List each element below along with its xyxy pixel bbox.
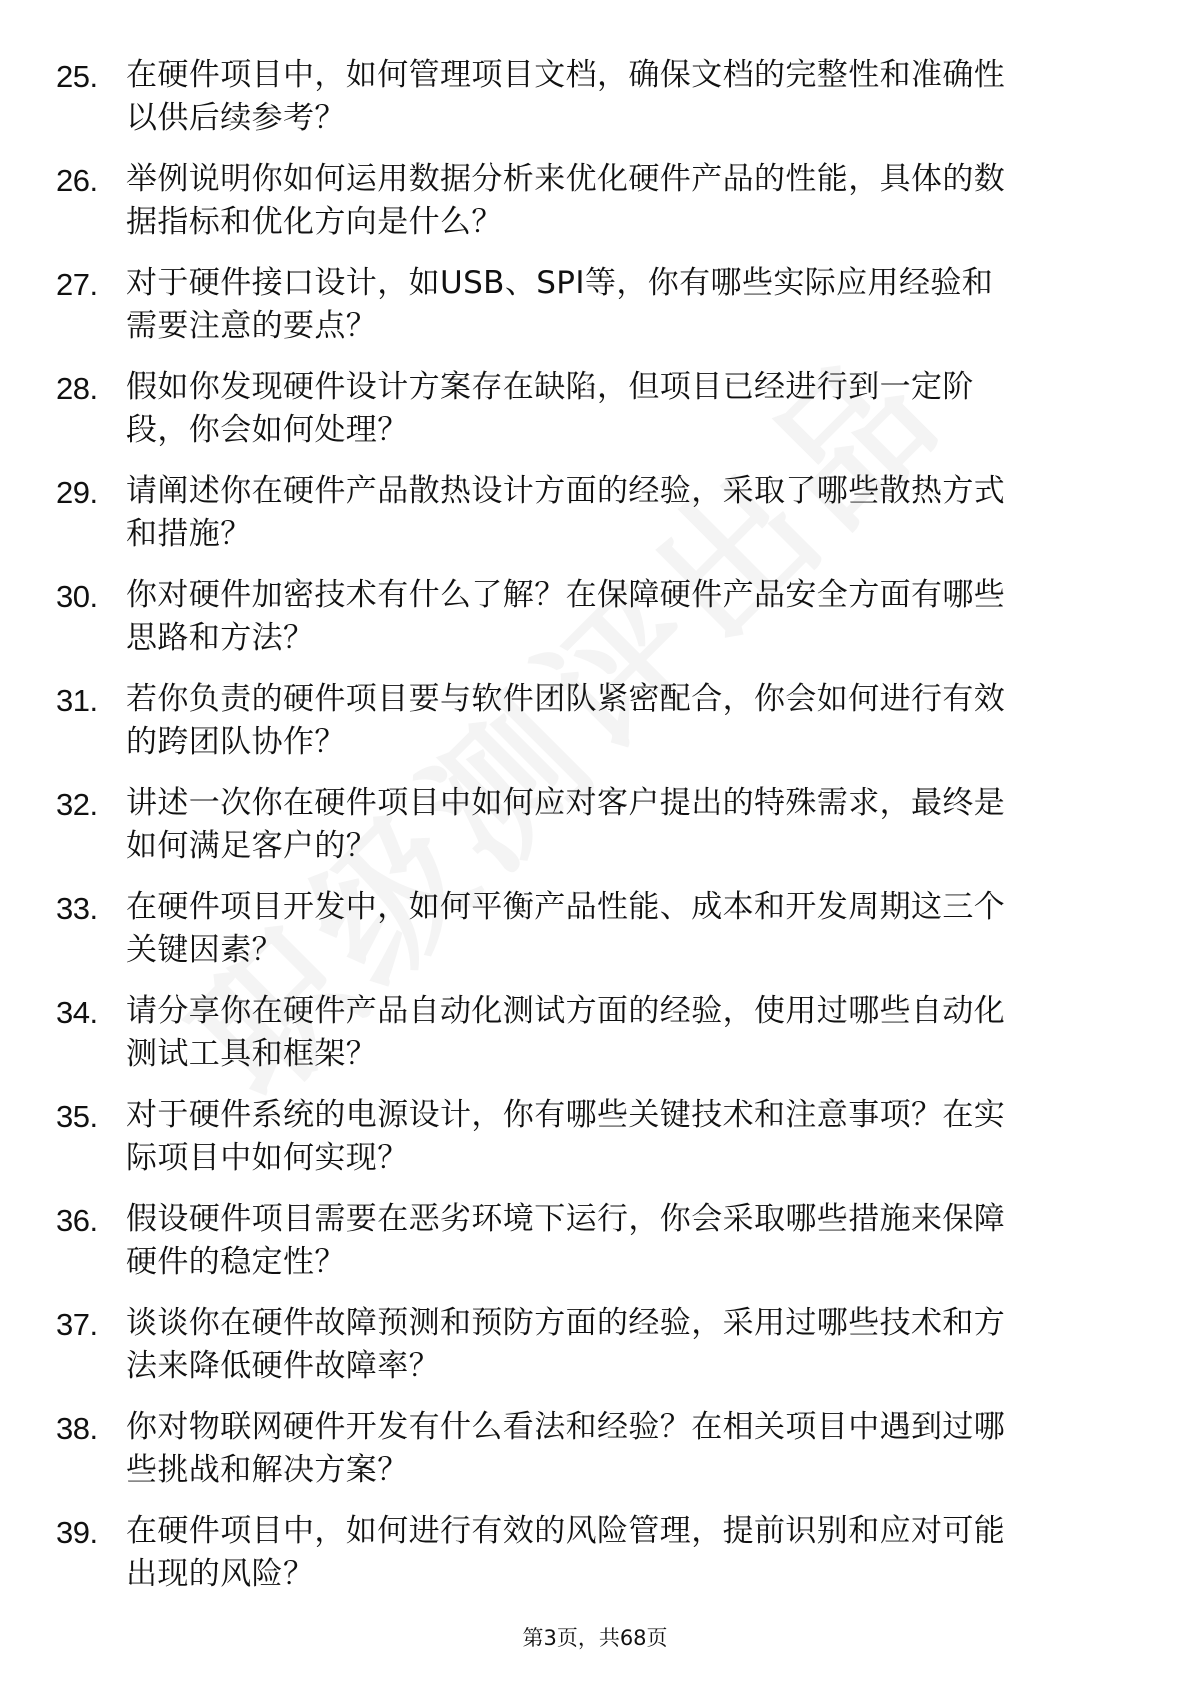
question-number: 32. bbox=[56, 787, 98, 822]
question-number: 26. bbox=[56, 163, 98, 198]
question-number: 36. bbox=[56, 1203, 98, 1238]
question-line: 请阐述你在硬件产品散热设计方面的经验，采取了哪些散热方式 bbox=[126, 473, 1006, 509]
question-line: 在硬件项目开发中，如何平衡产品性能、成本和开发周期这三个 bbox=[126, 889, 1006, 925]
question-text bbox=[126, 262, 1126, 348]
question-number: 33. bbox=[56, 891, 98, 926]
question-line: 在硬件项目中，如何进行有效的风险管理，提前识别和应对可能 bbox=[126, 1513, 1006, 1549]
question-text bbox=[126, 470, 1126, 556]
question-number: 38. bbox=[56, 1411, 98, 1446]
question-number: 34. bbox=[56, 995, 98, 1030]
question-line: 对于硬件系统的电源设计，你有哪些关键技术和注意事项？在实 bbox=[126, 1097, 1006, 1133]
question-number: 27. bbox=[56, 267, 98, 302]
question-line: 测试工具和框架？ bbox=[126, 1036, 378, 1072]
question-line: 需要注意的要点？ bbox=[126, 308, 378, 344]
question-line: 些挑战和解决方案？ bbox=[126, 1452, 409, 1488]
question-line: 据指标和优化方向是什么？ bbox=[126, 204, 503, 240]
question-line: 关键因素？ bbox=[126, 932, 283, 968]
question-line: 硬件的稳定性？ bbox=[126, 1244, 346, 1280]
question-line: 若你负责的硬件项目要与软件团队紧密配合，你会如何进行有效 bbox=[126, 681, 1006, 717]
question-line: 讲述一次你在硬件项目中如何应对客户提出的特殊需求，最终是 bbox=[126, 785, 1006, 821]
question-item bbox=[0, 1192, 1190, 1296]
question-item bbox=[0, 256, 1190, 360]
question-item bbox=[0, 48, 1190, 152]
question-number: 30. bbox=[56, 579, 98, 614]
question-line: 谈谈你在硬件故障预测和预防方面的经验，采用过哪些技术和方 bbox=[126, 1305, 1006, 1341]
question-text bbox=[126, 990, 1126, 1076]
question-text bbox=[126, 1302, 1126, 1388]
question-line: 际项目中如何实现？ bbox=[126, 1140, 409, 1176]
question-item bbox=[0, 984, 1190, 1088]
question-line: 假设硬件项目需要在恶劣环境下运行，你会采取哪些措施来保障 bbox=[126, 1201, 1006, 1237]
question-line: 和措施？ bbox=[126, 516, 252, 552]
question-line: 思路和方法？ bbox=[126, 620, 315, 656]
question-item bbox=[0, 1504, 1190, 1608]
question-text bbox=[126, 782, 1126, 868]
question-line: 对于硬件接口设计，如USB、SPI等，你有哪些实际应用经验和 bbox=[126, 265, 994, 301]
question-line: 请分享你在硬件产品自动化测试方面的经验，使用过哪些自动化 bbox=[126, 993, 1006, 1029]
question-item bbox=[0, 1088, 1190, 1192]
question-item bbox=[0, 776, 1190, 880]
question-item bbox=[0, 1296, 1190, 1400]
question-text bbox=[126, 1406, 1126, 1492]
question-line: 假如你发现硬件设计方案存在缺陷，但项目已经进行到一定阶 bbox=[126, 369, 974, 405]
question-line: 如何满足客户的？ bbox=[126, 828, 378, 864]
question-number: 39. bbox=[56, 1515, 98, 1550]
question-number: 35. bbox=[56, 1099, 98, 1134]
question-item bbox=[0, 568, 1190, 672]
question-item bbox=[0, 880, 1190, 984]
question-line: 段，你会如何处理？ bbox=[126, 412, 409, 448]
question-item bbox=[0, 152, 1190, 256]
question-line: 举例说明你如何运用数据分析来优化硬件产品的性能，具体的数 bbox=[126, 161, 1006, 197]
question-item bbox=[0, 1400, 1190, 1504]
question-line: 你对硬件加密技术有什么了解？在保障硬件产品安全方面有哪些 bbox=[126, 577, 1006, 613]
question-text bbox=[126, 1198, 1126, 1284]
question-text bbox=[126, 1094, 1126, 1180]
question-list bbox=[0, 48, 1190, 1608]
question-line: 以供后续参考？ bbox=[126, 100, 346, 136]
question-line: 在硬件项目中，如何管理项目文档，确保文档的完整性和准确性 bbox=[126, 57, 1006, 93]
question-item bbox=[0, 360, 1190, 464]
question-line: 你对物联网硬件开发有什么看法和经验？在相关项目中遇到过哪 bbox=[126, 1409, 1006, 1445]
question-text bbox=[126, 158, 1126, 244]
question-item bbox=[0, 464, 1190, 568]
question-line: 的跨团队协作？ bbox=[126, 724, 346, 760]
question-text bbox=[126, 574, 1126, 660]
page-footer: 第3页，共68页 bbox=[522, 1626, 668, 1650]
question-number: 28. bbox=[56, 371, 98, 406]
question-text bbox=[126, 678, 1126, 764]
question-text bbox=[126, 886, 1126, 972]
question-text bbox=[126, 54, 1126, 140]
question-number: 31. bbox=[56, 683, 98, 718]
question-line: 法来降低硬件故障率？ bbox=[126, 1348, 440, 1384]
question-text bbox=[126, 1510, 1126, 1596]
question-item bbox=[0, 672, 1190, 776]
question-number: 25. bbox=[56, 59, 98, 94]
question-number: 29. bbox=[56, 475, 98, 510]
question-number: 37. bbox=[56, 1307, 98, 1342]
question-text bbox=[126, 366, 1126, 452]
question-line: 出现的风险？ bbox=[126, 1556, 315, 1592]
